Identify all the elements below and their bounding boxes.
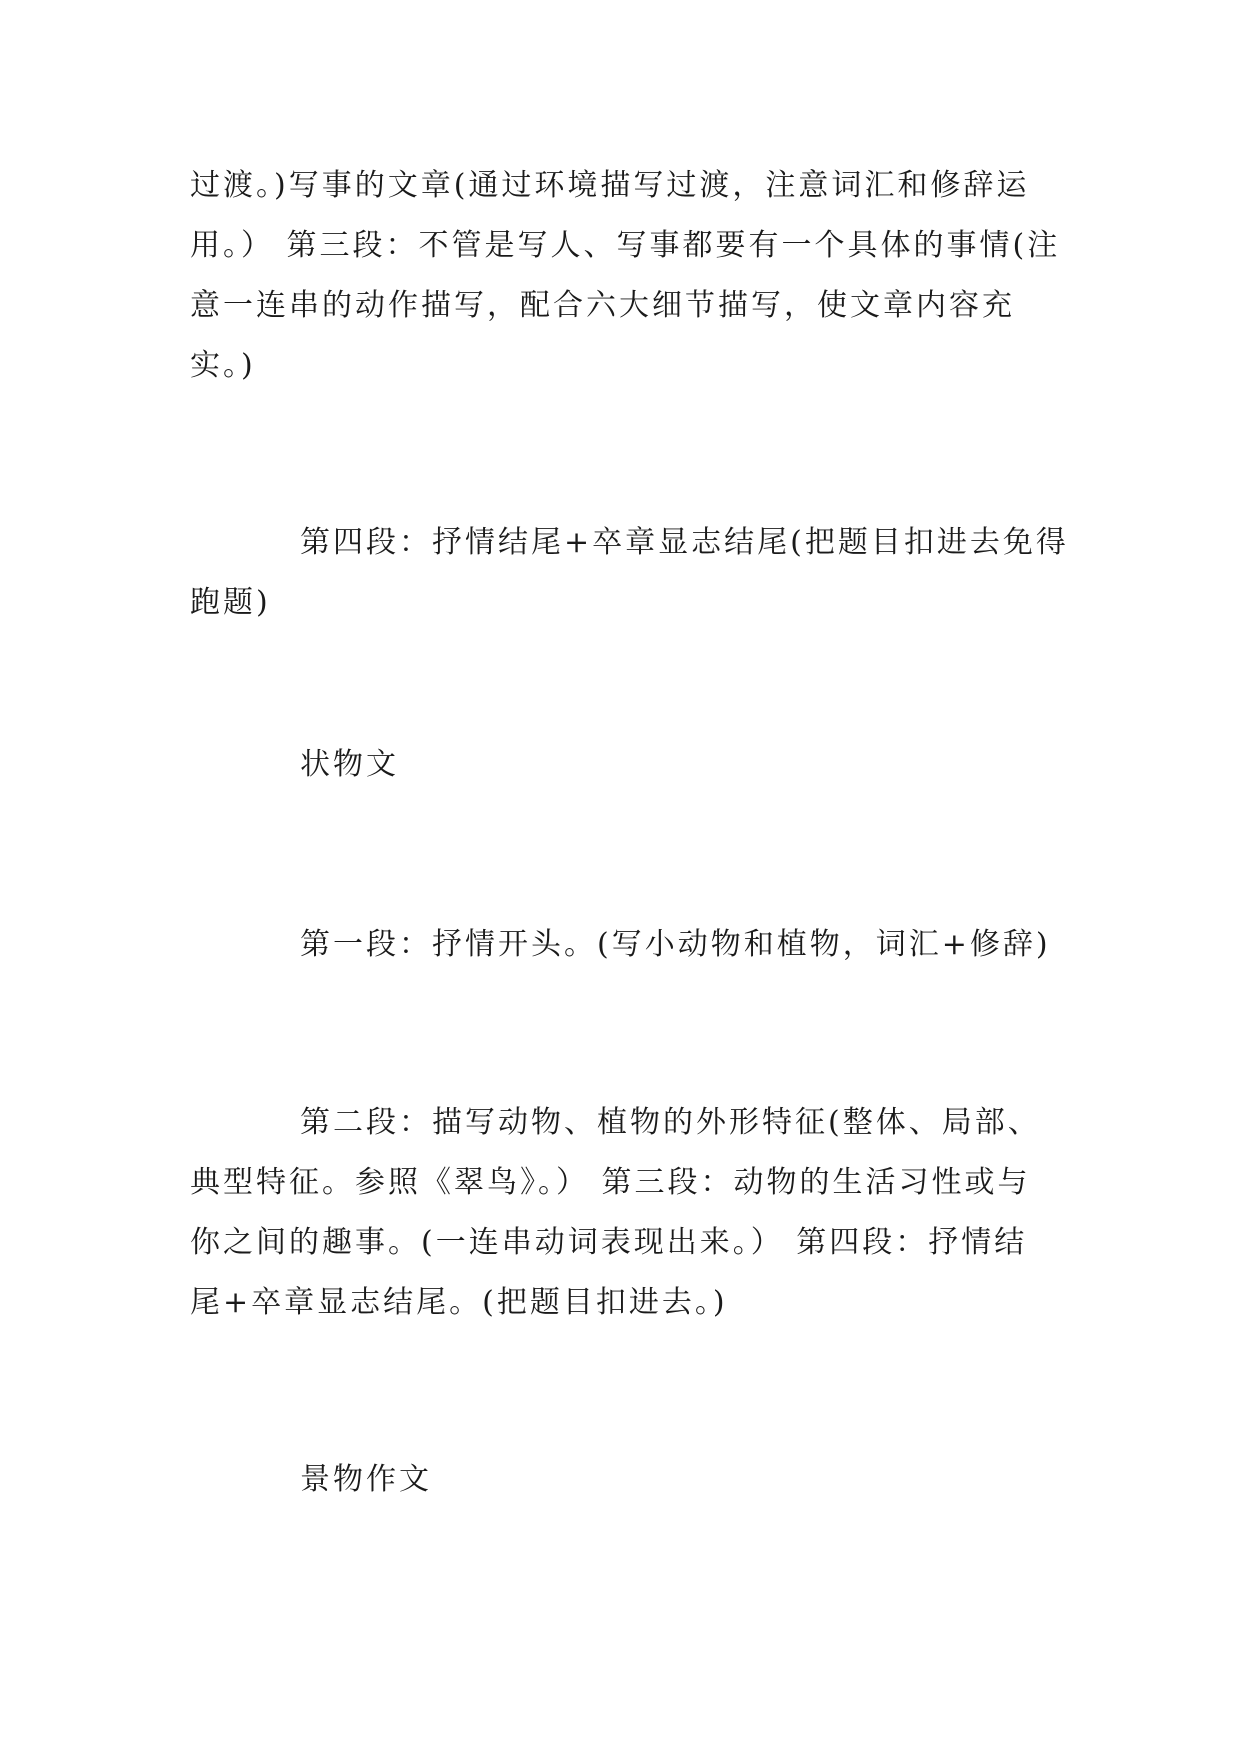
paragraph-writing-events (190, 156, 1060, 396)
paragraph-line: 尾+卒章显志结尾。(把题目扣进去。) (190, 1285, 728, 1320)
paragraph-line: 实。) (190, 348, 256, 383)
paragraph-line: 第一段：抒情开头。(写小动物和植物，词汇+修辞) (300, 927, 1051, 962)
paragraph-fourth-section (190, 513, 1069, 633)
paragraph-line: 第四段：抒情结尾+卒章显志结尾(把题目扣进去免得 (300, 525, 1069, 560)
paragraph-line: 典型特征。参照《翠鸟》。） 第三段：动物的生活习性或与 (190, 1165, 1031, 1200)
paragraph-line: 你之间的趣事。(一连串动词表现出来。） 第四段：抒情结 (190, 1225, 1028, 1260)
paragraph-line: 意一连串的动作描写，配合六大细节描写，使文章内容充 (190, 288, 1015, 323)
paragraph-line: 跑题) (190, 585, 271, 620)
section-heading-object-essay (190, 735, 1060, 795)
paragraph-first-section (190, 915, 1060, 975)
paragraph-line: 过渡。)写事的文章(通过环境描写过渡，注意词汇和修辞运 (190, 168, 1030, 203)
paragraph-line: 第二段：描写动物、植物的外形特征(整体、局部、 (300, 1105, 1041, 1140)
section-heading: 状物文 (300, 747, 399, 782)
paragraph-line: 用。） 第三段：不管是写人、写事都要有一个具体的事情(注 (190, 228, 1061, 263)
section-heading: 景物作文 (300, 1462, 432, 1497)
section-heading-scenery-essay (190, 1450, 1060, 1510)
paragraph-appearance-features (190, 1093, 1060, 1333)
